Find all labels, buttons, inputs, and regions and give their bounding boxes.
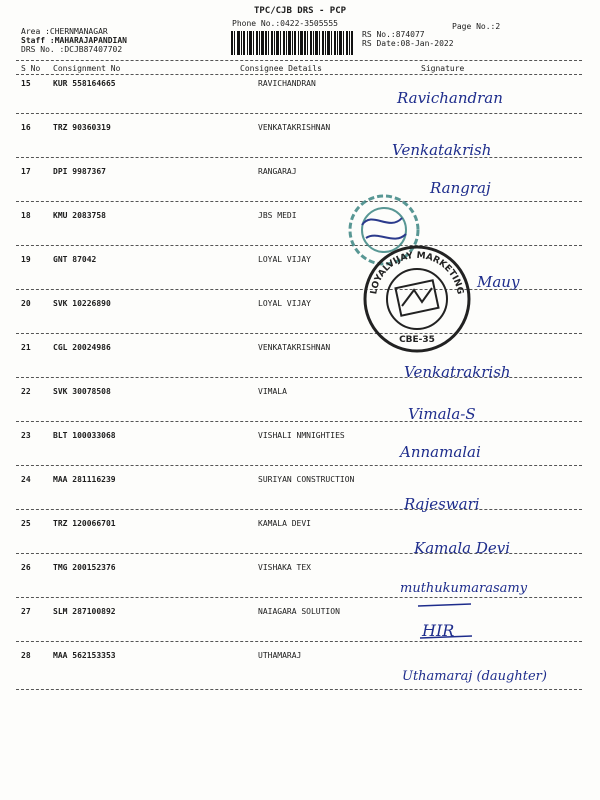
table-row: [0, 607, 600, 651]
row-divider: [16, 113, 582, 114]
table-row: [0, 123, 600, 167]
stamp-bottom-text: CBE-35: [399, 335, 435, 345]
table-row: [0, 211, 600, 255]
table-row: [0, 519, 600, 563]
row-consignee: RAVICHANDRAN: [258, 79, 316, 88]
stamp-top-text: LOYALVIJAY MARKETING: [369, 250, 465, 296]
table-row: [0, 475, 600, 519]
row-consignment: TRZ 90360319: [53, 123, 111, 132]
table-row: [0, 79, 600, 123]
row-consignment: GNT 87042: [53, 255, 97, 264]
row-consignment: KUR 558164665: [53, 79, 116, 88]
row-sno: 20: [21, 299, 31, 308]
row-signature: Kamala Devi: [414, 539, 510, 557]
row-consignee: LOYAL VIJAY: [258, 255, 311, 264]
signature-underline-strokes: [416, 600, 476, 640]
row-sno: 25: [21, 519, 31, 528]
table-row: [0, 255, 600, 299]
row-consignment: SLM 287100892: [53, 607, 116, 616]
row-signature: muthukumarasamy: [400, 581, 528, 596]
row-sno: 23: [21, 431, 31, 440]
row-consignee: KAMALA DEVI: [258, 519, 311, 528]
rs-number: RS No.:874077: [362, 30, 425, 39]
row-divider: [16, 245, 582, 246]
row-consignment: BLT 100033068: [53, 431, 116, 440]
row-consignment: SVK 30078508: [53, 387, 111, 396]
row-divider: [16, 553, 582, 554]
row-consignment: KMU 2083758: [53, 211, 106, 220]
table-row: [0, 387, 600, 431]
row-sno: 18: [21, 211, 31, 220]
row-sno: 27: [21, 607, 31, 616]
row-sno: 17: [21, 167, 31, 176]
row-consignee: VISHAKA TEX: [258, 563, 311, 572]
table-row: [0, 343, 600, 387]
row-signature: HIR: [422, 621, 455, 640]
area-label: Area :CHERNMANAGAR: [21, 27, 108, 36]
row-consignment: TMG 200152376: [53, 563, 116, 572]
staff-label: Staff :MAHARAJAPANDIAN: [21, 36, 127, 45]
row-signature: Ravichandran: [397, 89, 503, 107]
row-sno: 26: [21, 563, 31, 572]
row-signature: Venkatakrish: [392, 141, 492, 159]
row-divider: [16, 157, 582, 158]
row-sno: 28: [21, 651, 31, 660]
row-consignment: SVK 10226890: [53, 299, 111, 308]
header-rule-top: [16, 60, 582, 61]
row-sno: 15: [21, 79, 31, 88]
row-consignee: VENKATAKRISHNAN: [258, 123, 331, 132]
table-row: [0, 651, 600, 695]
table-row: [0, 431, 600, 475]
row-consignee: RANGARAJ: [258, 167, 297, 176]
row-signature: Annamalai: [400, 443, 481, 461]
row-divider: [16, 465, 582, 466]
col-signature-header: Signature: [421, 64, 465, 73]
row-sno: 21: [21, 343, 31, 352]
row-consignee: JBS MEDI: [258, 211, 297, 220]
header-rule-bottom: [16, 74, 582, 75]
row-sno: 19: [21, 255, 31, 264]
row-signature: Vimala-S: [408, 405, 476, 423]
row-consignee: NAIAGARA SOLUTION: [258, 607, 340, 616]
row-divider: [16, 377, 582, 378]
row-divider: [16, 201, 582, 202]
row-divider: [16, 421, 582, 422]
row-divider: [16, 289, 582, 290]
row-divider: [16, 509, 582, 510]
row-divider: [16, 597, 582, 598]
row-divider: [16, 689, 582, 690]
barcode-image: [230, 30, 354, 56]
page-number: Page No.:2: [452, 22, 501, 31]
row-consignment: MAA 281116239: [53, 475, 116, 484]
row-consignee: VIMALA: [258, 387, 287, 396]
row-signature: Venkatrakrish: [404, 363, 511, 381]
row-sno: 16: [21, 123, 31, 132]
table-row: [0, 299, 600, 343]
col-consignment-header: Consignment No: [53, 64, 121, 73]
row-consignee: SURIYAN CONSTRUCTION: [258, 475, 355, 484]
phone-number: Phone No.:0422-3505555: [232, 19, 338, 28]
row-consignment: CGL 20024986: [53, 343, 111, 352]
rs-date: RS Date:08-Jan-2022: [362, 39, 454, 48]
drs-number: DRS No. :DCJB87407702: [21, 45, 123, 54]
row-consignment: DPI 9987367: [53, 167, 106, 176]
row-consignee: VISHALI NMNIGHTIES: [258, 431, 345, 440]
row-divider: [16, 641, 582, 642]
row-consignment: MAA 562153353: [53, 651, 116, 660]
table-row: [0, 563, 600, 607]
row-signature: Mauy: [477, 273, 520, 291]
col-consignee-header: Consignee Details: [240, 64, 322, 73]
document-title: TPC/CJB DRS - PCP: [253, 6, 347, 16]
row-consignment: TRZ 120066701: [53, 519, 116, 528]
table-row: [0, 167, 600, 211]
col-sno-header: S No: [21, 64, 41, 73]
row-signature: Uthamaraj (daughter): [402, 669, 547, 684]
row-consignee: UTHAMARAJ: [258, 651, 302, 660]
row-sno: 22: [21, 387, 31, 396]
row-sno: 24: [21, 475, 31, 484]
row-consignee: VENKATAKRISHNAN: [258, 343, 331, 352]
row-signature: Rajeswari: [404, 495, 480, 513]
row-signature: Rangraj: [430, 179, 491, 197]
row-divider: [16, 333, 582, 334]
marketing-stamp: [362, 244, 472, 354]
row-consignee: LOYAL VIJAY: [258, 299, 311, 308]
